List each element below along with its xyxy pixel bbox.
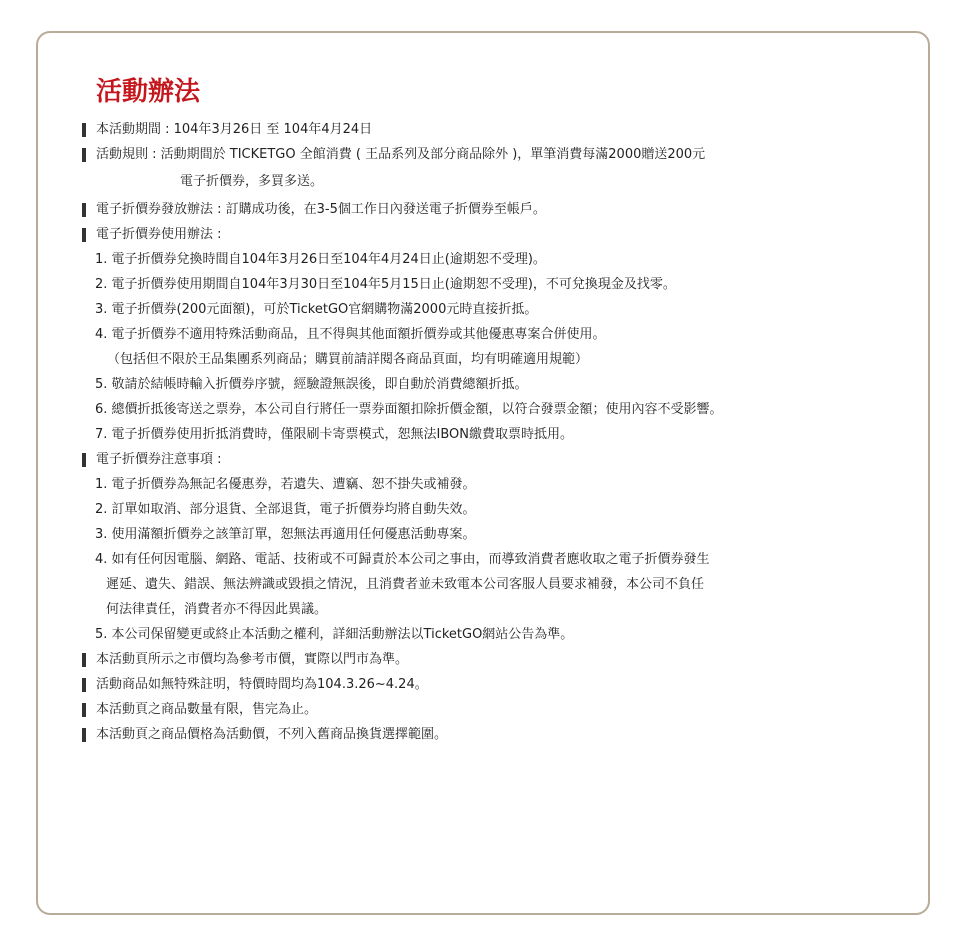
footer-note: 本活動頁之商品數量有限，售完為止。 [76,697,916,722]
coupon-usage-item: 1. 電子折價券兌換時間自104年3月26日至104年4月24日止(逾期恕不受理)。 [95,252,546,267]
coupon-usage-note: （包括但不限於王品集團系列商品；購買前請詳閱各商品頁面，均有明確適用規範） [107,352,589,367]
coupon-notes-item: 4. 如有任何因電腦、網路、電話、技術或不可歸責於本公司之事由，而導致消費者應收取之電子折價券發生 [95,552,710,567]
coupon-usage-item: 4. 電子折價券不適用特殊活動商品，且不得與其他面額折價券或其他優惠專案合併使用。 [95,327,606,342]
coupon-notes-item: 3. 使用滿額折價券之該筆訂單，恕無法再適用任何優惠活動專案。 [95,527,476,542]
coupon-usage-item: 5. 敬請於結帳時輸入折價券序號，經驗證無誤後，即自動於消費總額折抵。 [95,377,528,392]
coupon-usage-item: 3. 電子折價券(200元面額)，可於TicketGO官網購物滿2000元時直接折抵。 [95,302,538,317]
coupon-usage-item: 7. 電子折價券使用折抵消費時，僅限刷卡寄票模式，恕無法IBON繳費取票時抵用。 [95,427,574,442]
activity-period: 本活動期間 : 104年3月26日 至 104年4月24日 [76,117,916,142]
coupon-notes-item: 2. 訂單如取消、部分退貨、全部退貨，電子折價券均將自動失效。 [95,502,476,517]
coupon-notes-item-continued: 遲延、遺失、錯誤、無法辨識或毀損之情況，且消費者並未致電本公司客服人員要求補發，本公司不負任 [106,577,705,592]
coupon-notes-heading: 電子折價券注意事項 : [76,447,916,472]
rules-content [76,117,916,747]
coupon-notes-item: 5. 本公司保留變更或終止本活動之權利，詳細活動辦法以TicketGO網站公告為準。 [95,627,574,642]
coupon-notes-item: 1. 電子折價券為無記名優惠券，若遺失、遭竊、恕不掛失或補發。 [95,477,476,492]
activity-rules-continued: 電子折價券，多買多送。 [180,174,324,189]
activity-rules: 活動規則 : 活動期間於 TICKETGO 全館消費 ( 王品系列及部分商品除外 )，單筆消費每滿2000贈送200元 [76,142,916,167]
footer-note: 活動商品如無特殊註明，特價時間均為104.3.26~4.24。 [76,672,916,697]
coupon-issue-method: 電子折價券發放辦法 : 訂購成功後，在3-5個工作日內發送電子折價券至帳戶。 [76,197,916,222]
coupon-notes-item-continued: 何法律責任，消費者亦不得因此異議。 [106,602,328,617]
footer-note: 本活動頁之商品價格為活動價，不列入舊商品換貨選擇範圍。 [76,722,916,747]
coupon-usage-heading: 電子折價券使用辦法 : [76,222,916,247]
footer-note: 本活動頁所示之市價均為參考市價，實際以門市為準。 [76,647,916,672]
page-title: 活動辦法 [96,77,201,107]
coupon-usage-item: 6. 總價折抵後寄送之票券，本公司自行將任一票券面額扣除折價金額，以符合發票金額；使用內容不受影響。 [95,402,723,417]
coupon-usage-item: 2. 電子折價券使用期間自104年3月30日至104年5月15日止(逾期恕不受理)，不可兌換現金及找零。 [95,277,676,292]
